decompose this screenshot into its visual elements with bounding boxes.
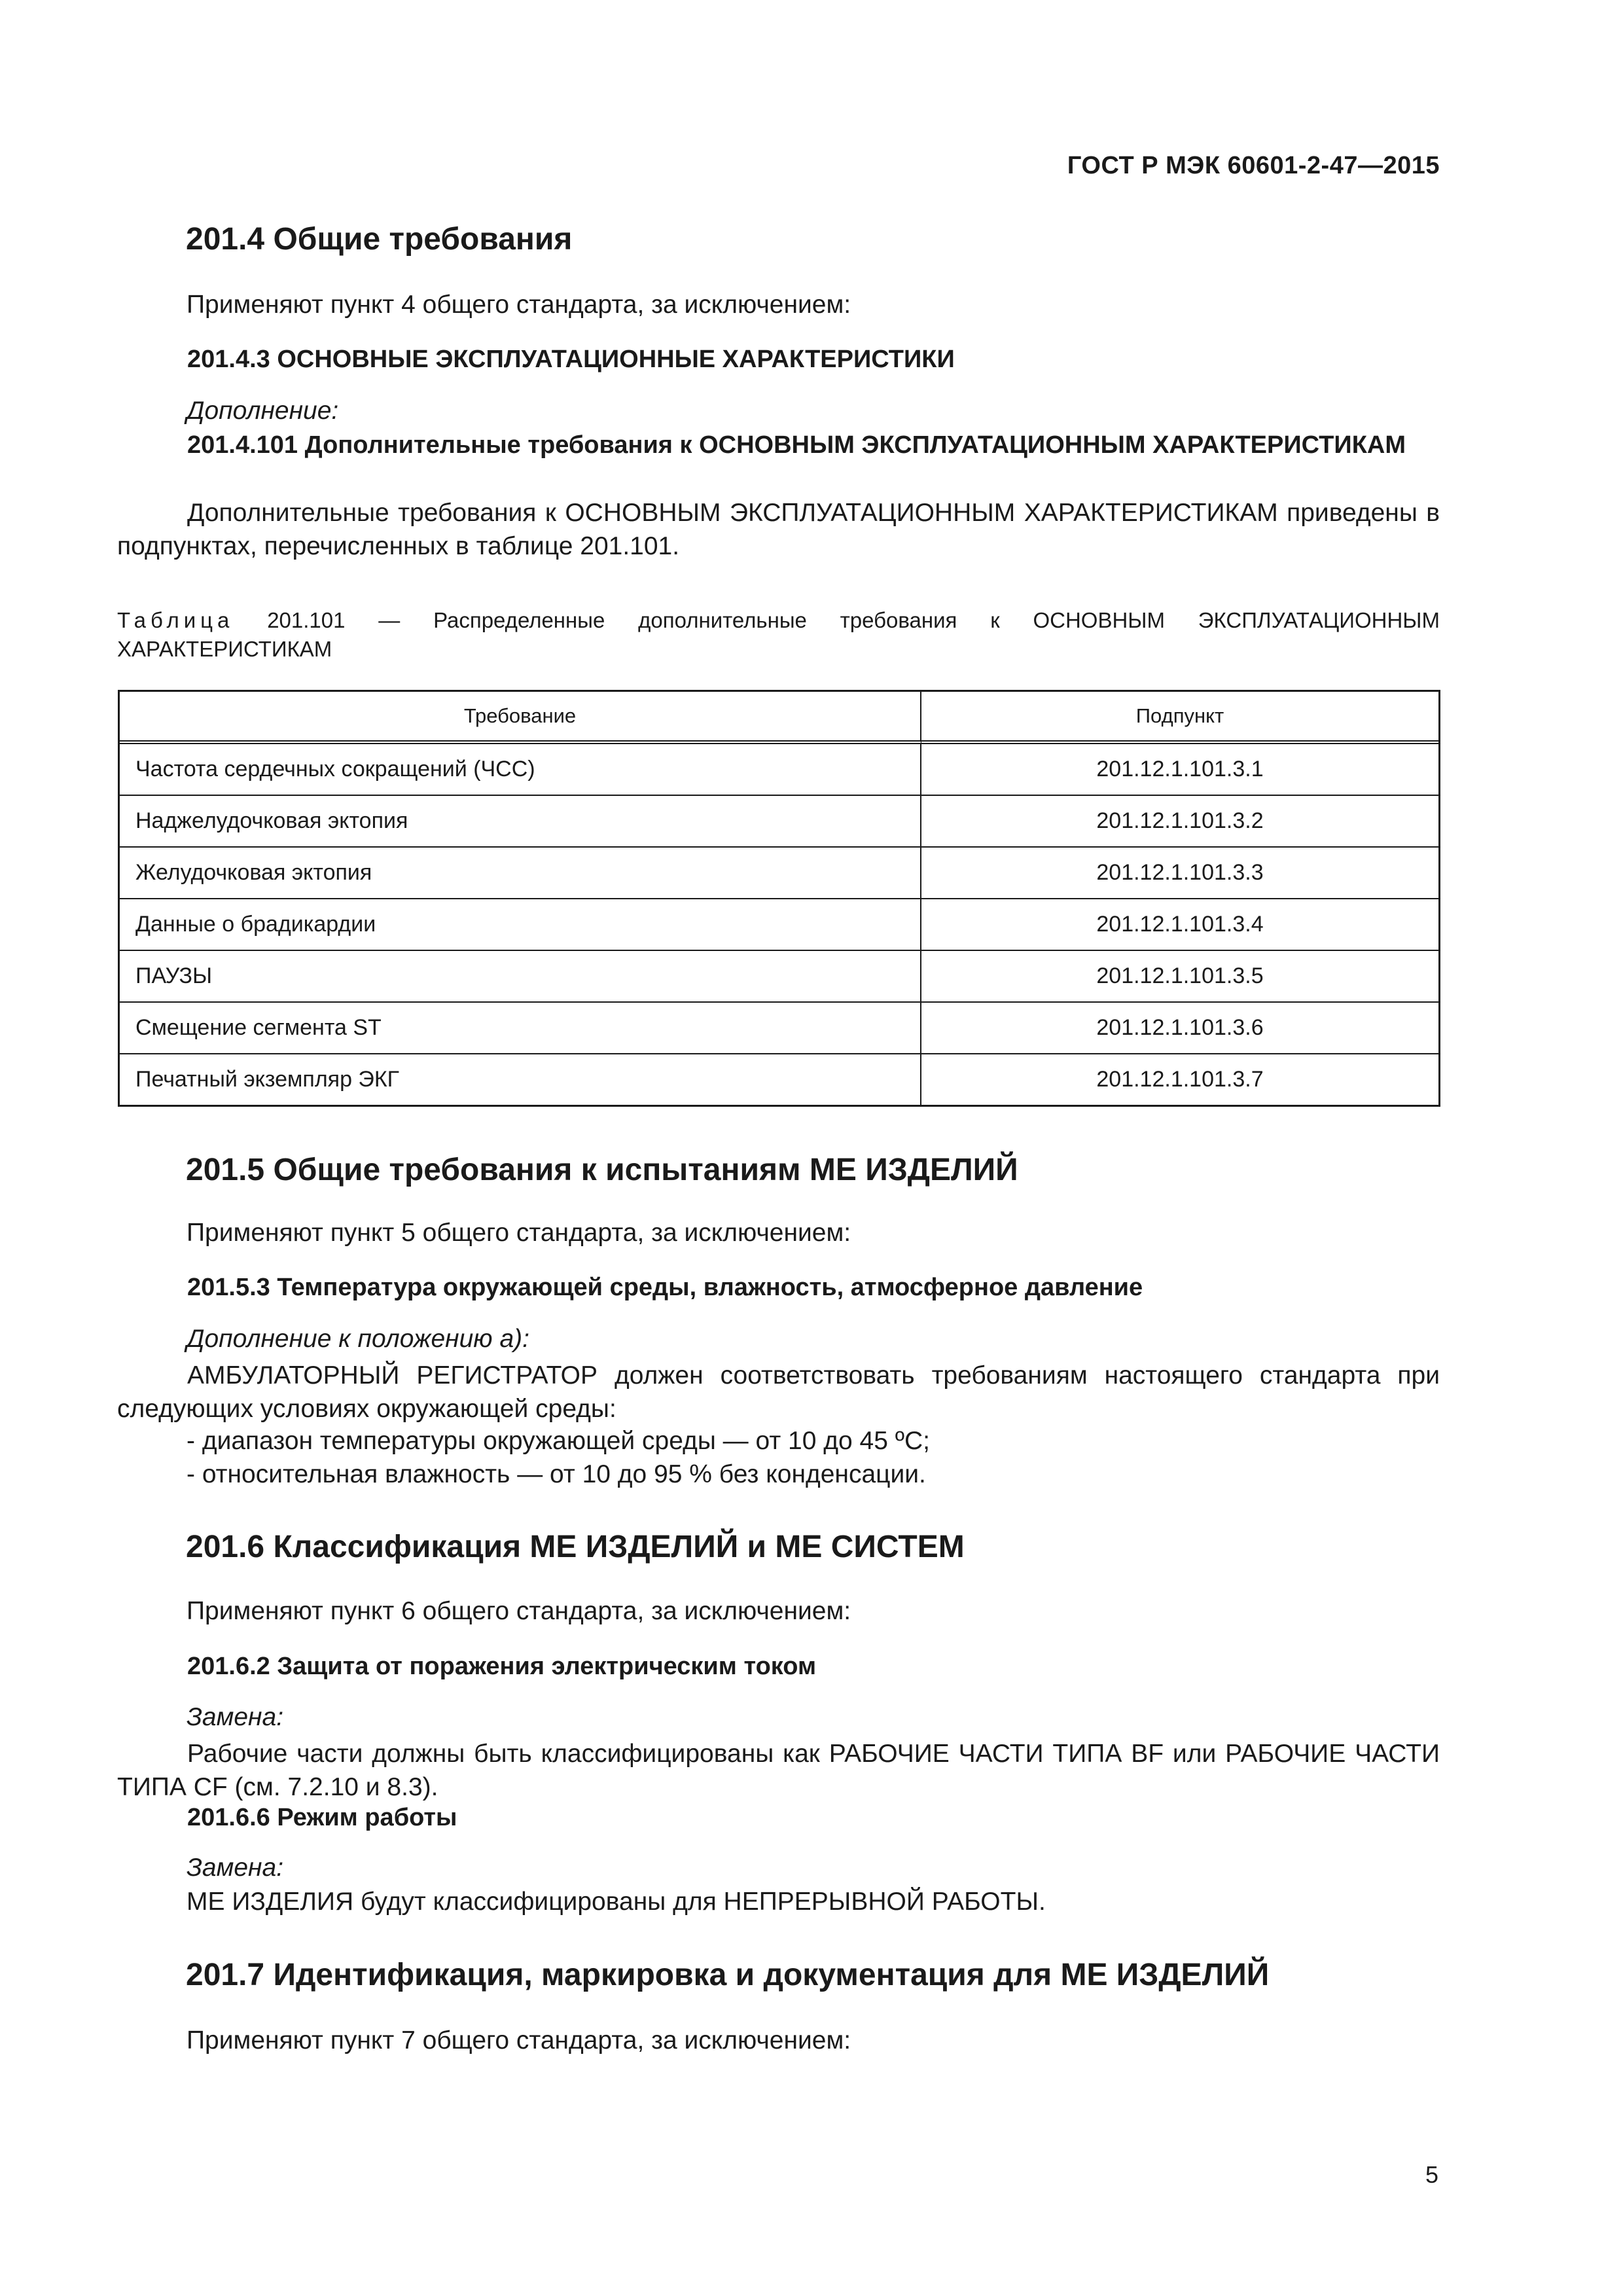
section-intro-201-5: Применяют пункт 5 общего стандарта, за исключением: (187, 1219, 851, 1247)
section-heading-201-6: 201.6 Классификация МЕ ИЗДЕЛИЙ и МЕ СИСТЕМ (186, 1530, 965, 1564)
table-cell-requirement: Желудочковая эктопия (120, 848, 921, 899)
table-cell-requirement: Печатный экземпляр ЭКГ (120, 1054, 921, 1105)
table-cell-requirement: ПАУЗЫ (120, 951, 921, 1003)
table-cell-subclause: 201.12.1.101.3.7 (1096, 1067, 1264, 1092)
page-number: 5 (1425, 2161, 1438, 2188)
paragraph-201-6-2: Рабочие части должны быть классифицированы как РАБОЧИЕ ЧАСТИ ТИПА BF или РАБОЧИЕ ЧАСТИ ТИПА CF (см. 7.2.10 и 8.3). (117, 1740, 1440, 1801)
section-heading-201-5: 201.5 Общие требования к испытаниям МЕ ИЗДЕЛИЙ (186, 1153, 1018, 1187)
table-cell-requirement: Данные о брадикардии (120, 899, 921, 951)
table-cell-subclause: 201.12.1.101.3.6 (921, 1003, 1438, 1054)
table-row (120, 848, 1438, 899)
table-cell-requirement: Частота сердечных сокращений (ЧСС) (120, 744, 921, 796)
section-intro-201-4: Применяют пункт 4 общего стандарта, за исключением: (187, 291, 851, 319)
table-row (120, 1054, 1438, 1105)
table-cell-subclause: 201.12.1.101.3.5 (921, 951, 1438, 1003)
replacement-label: Замена: (187, 1703, 284, 1731)
section-heading-201-4: 201.4 Общие требования (186, 222, 573, 257)
section-heading-201-7: 201.7 Идентификация, маркировка и документация для МЕ ИЗДЕЛИЙ (186, 1958, 1270, 1992)
table-cell-requirement: Наджелудочковая эктопия (120, 796, 921, 848)
table-row (120, 744, 1438, 796)
table-row (120, 796, 1438, 848)
subsection-heading-201-5-3: 201.5.3 Температура окружающей среды, влажность, атмосферное давление (187, 1274, 1143, 1301)
table-cell-subclause: 201.12.1.101.3.3 (921, 848, 1438, 899)
table-cell-requirement: Смещение сегмента ST (120, 1003, 921, 1054)
paragraph-201-6-6: МЕ ИЗДЕЛИЯ будут классифицированы для НЕПРЕРЫВНОЙ РАБОТЫ. (187, 1888, 1046, 1916)
table-row (120, 899, 1438, 951)
paragraph-201-5-3: АМБУЛАТОРНЫЙ РЕГИСТРАТОР должен соответствовать требованиям настоящего стандарта при следующих условиях окружающей среды: (117, 1361, 1440, 1423)
list-item-temperature: - диапазон температуры окружающей среды — от 10 до 45 ºС; (187, 1427, 931, 1455)
table-cell-subclause: 201.12.1.101.3.2 (921, 796, 1438, 848)
subsection-heading-201-4-101: 201.4.101 Дополнительные требования к ОСНОВНЫМ ЭКСПЛУАТАЦИОННЫМ ХАРАКТЕРИСТИКАМ (187, 431, 1406, 459)
column-header-subclause: Подпункт (921, 692, 1438, 744)
subsection-heading-201-6-2: 201.6.2 Защита от поражения электрическим током (187, 1653, 817, 1680)
table-cell-subclause: 201.12.1.101.3.1 (921, 744, 1438, 796)
list-item-humidity: - относительная влажность — от 10 до 95 % без конденсации. (187, 1460, 926, 1488)
table-header-row (120, 692, 1438, 744)
section-intro-201-7: Применяют пункт 7 общего стандарта, за исключением: (187, 2026, 851, 2054)
addition-label: Дополнение: (187, 397, 339, 425)
requirements-table (118, 690, 1440, 1107)
addition-label-a: Дополнение к положению а): (187, 1325, 529, 1353)
replacement-label: Замена: (187, 1854, 284, 1882)
paragraph-201-4-101: Дополнительные требования к ОСНОВНЫМ ЭКСПЛУАТАЦИОННЫМ ХАРАКТЕРИСТИКАМ приведены в подпунктах, перечисленных в таблице 201.101. (117, 499, 1440, 560)
document-id-header: ГОСТ Р МЭК 60601-2-47—2015 (1067, 152, 1440, 179)
table-caption: Таблица 201.101 — Распределенные дополнительные требования к ОСНОВНЫМ ЭКСПЛУАТАЦИОННЫМ ХАРАКТЕРИСТИКАМ (117, 608, 1440, 661)
column-header-requirement: Требование (120, 692, 921, 744)
table-row (120, 951, 1438, 1003)
section-intro-201-6: Применяют пункт 6 общего стандарта, за исключением: (187, 1597, 851, 1625)
table-cell-subclause: 201.12.1.101.3.4 (921, 899, 1438, 951)
subsection-heading-201-6-6: 201.6.6 Режим работы (187, 1804, 457, 1831)
table-row (120, 1003, 1438, 1054)
subsection-heading-201-4-3: 201.4.3 ОСНОВНЫЕ ЭКСПЛУАТАЦИОННЫЕ ХАРАКТЕРИСТИКИ (187, 346, 955, 373)
